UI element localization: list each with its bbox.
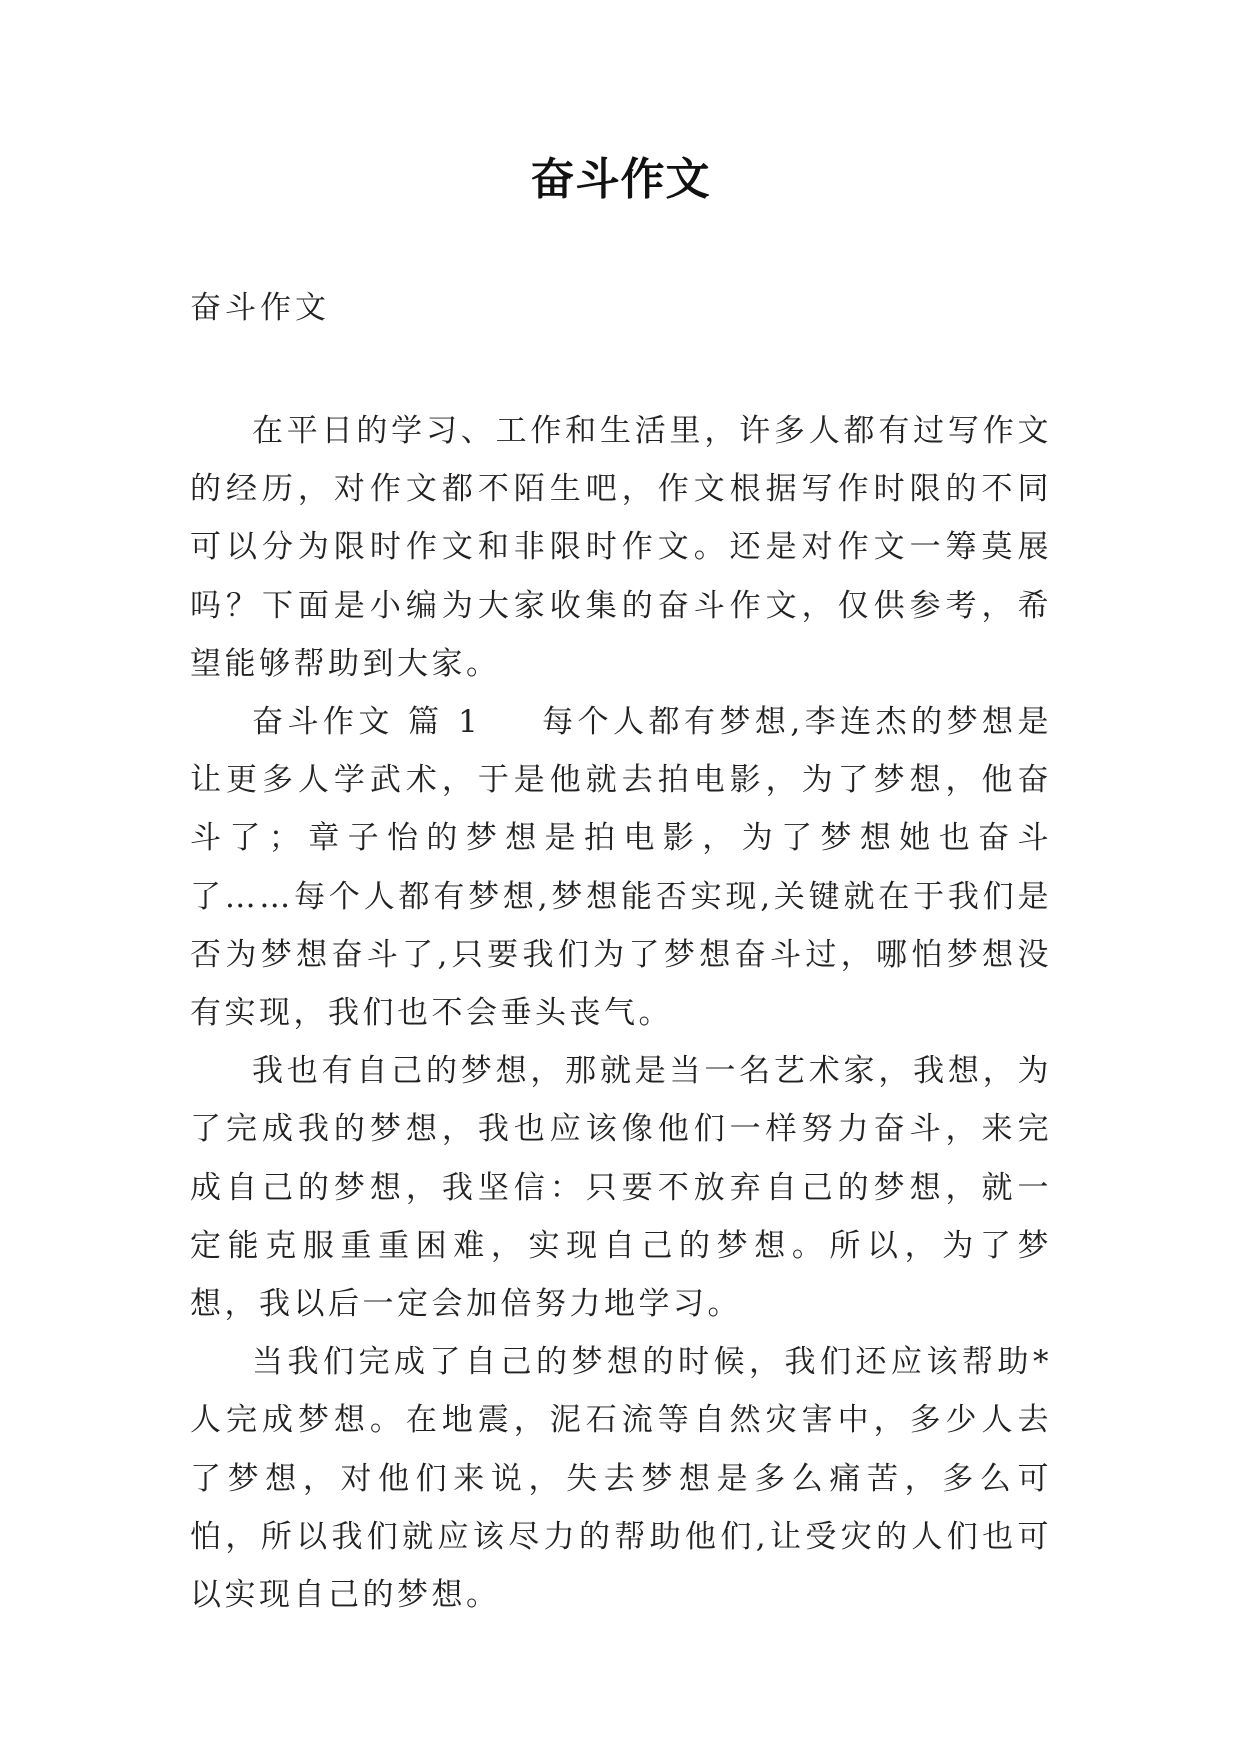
document-body	[190, 402, 1052, 1624]
intro-paragraph: 在平日的学习、工作和生活里，许多人都有过写作文的经历，对作文都不陌生吧，作文根据写作时限的不同可以分为限时作文和非限时作文。还是对作文一筹莫展吗？下面是小编为大家收集的奋斗作文，仅供参考，希望能够帮助到大家。	[190, 413, 1052, 682]
section-paragraph	[190, 693, 1052, 1042]
section-text: 每个人都有梦想,李连杰的梦想是让更多人学武术，于是他就去拍电影，为了梦想，他奋斗了；章子怡的梦想是拍电影，为了梦想她也奋斗了……每个人都有梦想,梦想能否实现,关键就在于我们是否为梦想奋斗了,只要我们为了梦想奋斗过，哪怕梦想没有实现，我们也不会垂头丧气。	[190, 704, 1052, 1032]
section-label: 奋斗作文 篇 1	[252, 704, 482, 741]
body-paragraph: 我也有自己的梦想，那就是当一名艺术家，我想，为了完成我的梦想，我也应该像他们一样努力奋斗，来完成自己的梦想，我坚信：只要不放弃自己的梦想，就一定能克服重重困难，实现自己的梦想。所以，为了梦想，我以后一定会加倍努力地学习。	[190, 1053, 1052, 1323]
document-title: 奋斗作文	[530, 154, 711, 205]
body-paragraph: 当我们完成了自己的梦想的时候，我们还应该帮助*人完成梦想。在地震，泥石流等自然灾害中，多少人去了梦想，对他们来说，失去梦想是多么痛苦，多么可怕，所以我们就应该尽力的帮助他们,让受灾的人们也可以实现自己的梦想。	[190, 1344, 1052, 1614]
document-subtitle: 奋斗作文	[190, 290, 330, 326]
